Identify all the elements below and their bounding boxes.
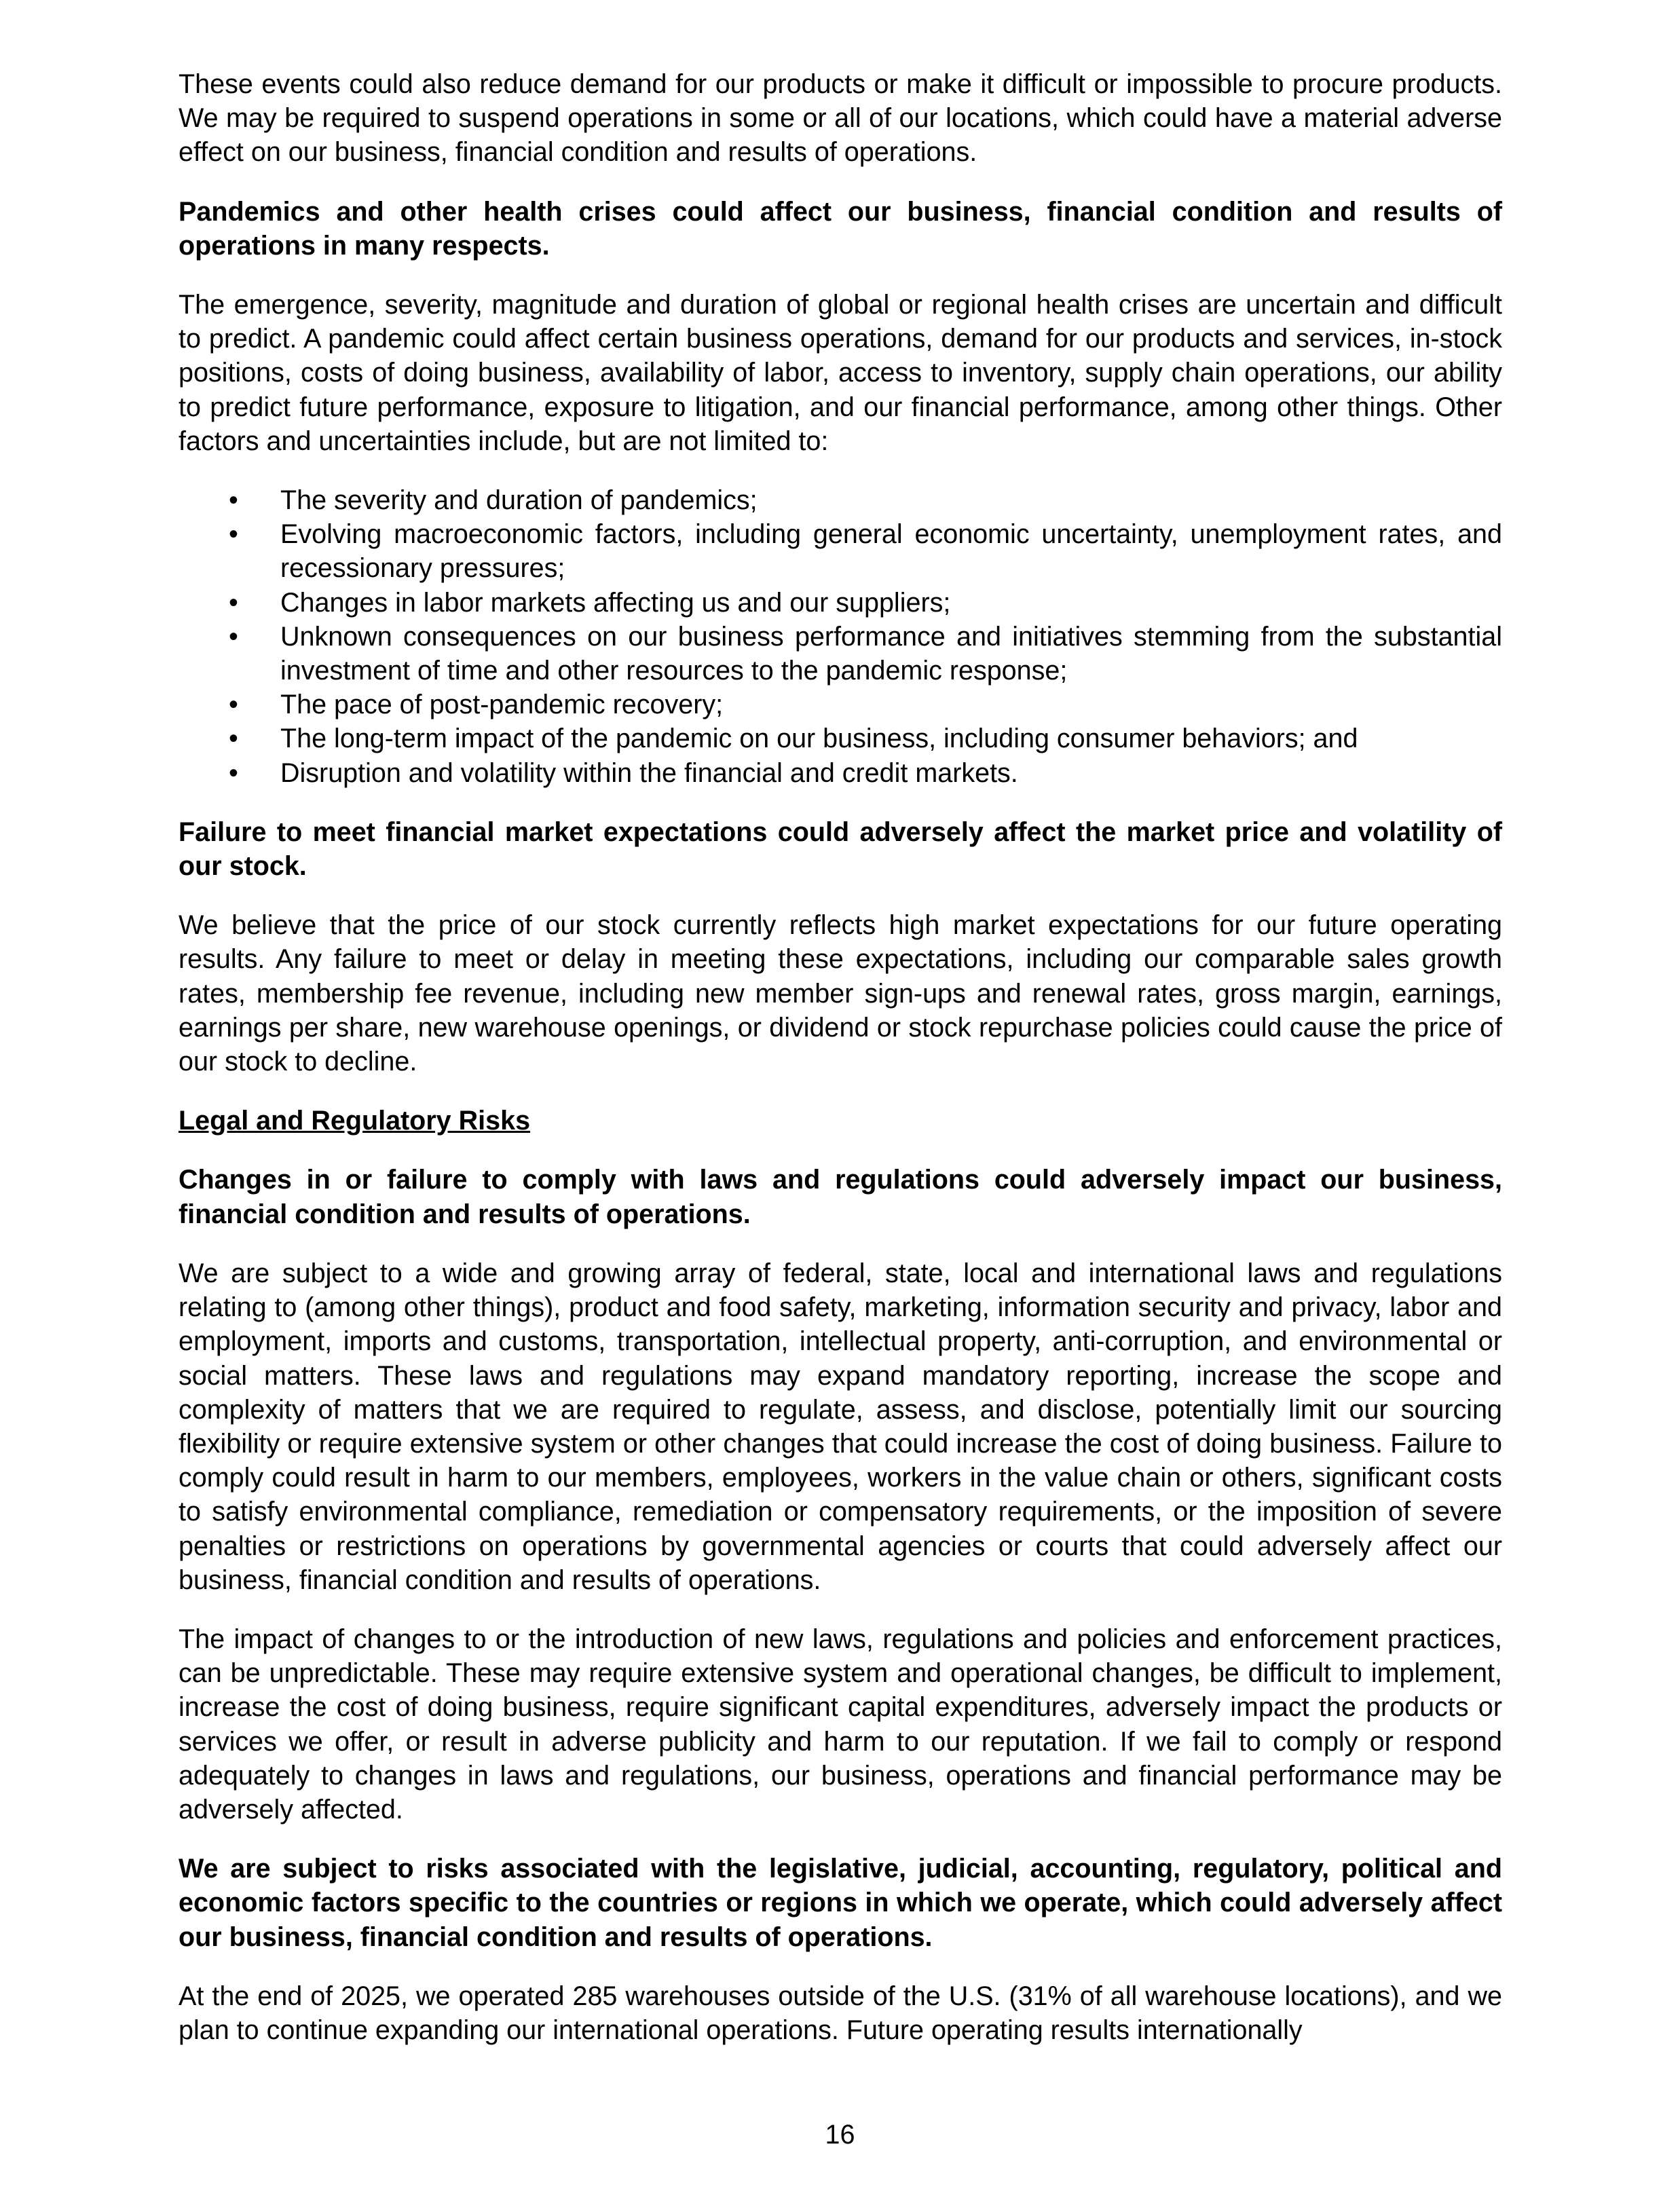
paragraph-laws-array: We are subject to a wide and growing array of federal, state, local and international laws and regulations relating to (among other things), product and food safety, marketing, information security and privacy, labor and employment, imports and customs, transportation, intellectual property, anti-corruption, and environmental or social matters. These laws and regulations may expand mandatory reporting, increase the scope and complexity of matters that we are required to regulate, assess, and disclose, potentially limit our sourcing flexibility or require extensive system or other changes that could increase the cost of doing business. Failure to comply could result in harm to our members, employees, workers in the value chain or others, significant costs to satisfy environmental compliance, remediation or compensatory requirements, or the imposition of severe penalties or restrictions on operations by governmental agencies or courts that could adversely affect our business, financial condition and results of operations. (179, 1258, 1502, 1595)
list-item-text: Changes in labor markets affecting us and our suppliers; (280, 587, 951, 618)
bullet-icon: • (229, 621, 238, 652)
paragraph-stock-price: We believe that the price of our stock currently reflects high market expectations for our future operating results. Any failure to meet or delay in meeting these expectations, including our comparable sales growth rates, membership fee revenue, including new member sign-ups and renewal rates, gross margin, earnings, earnings per share, new warehouse openings, or dividend or stock repurchase policies could cause the price of our stock to decline. (179, 910, 1502, 1077)
list-item (179, 722, 1502, 755)
paragraph-international-warehouses: At the end of 2025, we operated 285 warehouses outside of the U.S. (31% of all warehouse locations), and we plan to continue expanding our international operations. Future operating results internationally (179, 1981, 1502, 2045)
heading-pandemics: Pandemics and other health crises could affect our business, financial condition and results of operations in many respects. (179, 196, 1502, 261)
list-item-text: Disruption and volatility within the financial and credit markets. (280, 757, 1018, 788)
heading-market-expectations: Failure to meet financial market expectations could adversely affect the market price and volatility of our stock. (179, 817, 1502, 882)
bullet-icon: • (229, 690, 238, 720)
list-item-text: Unknown consequences on our business performance and initiatives stemming from the substantial investment of time and other resources to the pandemic response; (280, 621, 1502, 686)
list-item-text: Evolving macroeconomic factors, including general economic uncertainty, unemployment rates, and recessionary pressures; (280, 519, 1502, 584)
heading-international-risks: We are subject to risks associated with the legislative, judicial, accounting, regulatory, political and economic factors specific to the countries or regions in which we operate, which could adversely affect our business, financial condition and results of operations. (179, 1854, 1502, 1952)
bullet-icon: • (229, 519, 238, 550)
list-item-text: The pace of post-pandemic recovery; (280, 690, 724, 720)
pandemic-factors-list (179, 483, 1502, 790)
paragraph-laws-impact: The impact of changes to or the introduction of new laws, regulations and policies and enforcement practices, can be unpredictable. These may require extensive system and operational changes, be difficult to implement, increase the cost of doing business, require significant capital expenditures, adversely impact the products or services we offer, or result in adverse publicity and harm to our reputation. If we fail to comply or respond adequately to changes in laws and regulations, our business, operations and financial performance may be adversely affected. (179, 1624, 1502, 1825)
list-item (179, 517, 1502, 585)
bullet-icon: • (229, 724, 238, 754)
list-item (179, 688, 1502, 722)
list-item (179, 756, 1502, 790)
page-number: 16 (825, 2120, 855, 2150)
document-page (179, 67, 1502, 2047)
list-item (179, 483, 1502, 517)
bullet-icon: • (229, 757, 238, 788)
bullet-icon: • (229, 587, 238, 618)
bullet-icon: • (229, 485, 238, 516)
list-item (179, 620, 1502, 688)
list-item-text: The severity and duration of pandemics; (280, 485, 758, 516)
section-heading-legal-regulatory: Legal and Regulatory Risks (179, 1106, 531, 1136)
list-item-text: The long-term impact of the pandemic on our business, including consumer behaviors; and (280, 724, 1358, 754)
heading-laws-regulations: Changes in or failure to comply with laws and regulations could adversely impact our business, financial condition and results of operations. (179, 1165, 1502, 1229)
list-item (179, 586, 1502, 620)
paragraph-events-demand: These events could also reduce demand for our products or make it difficult or impossible to procure products. We may be required to suspend operations in some or all of our locations, which could have a material adverse effect on our business, financial condition and results of operations. (179, 69, 1502, 168)
paragraph-pandemic-effects: The emergence, severity, magnitude and duration of global or regional health crises are uncertain and difficult to predict. A pandemic could affect certain business operations, demand for our products and services, in-stock positions, costs of doing business, availability of labor, access to inventory, supply chain operations, our ability to predict future performance, exposure to litigation, and our financial performance, among other things. Other factors and uncertainties include, but are not limited to: (179, 290, 1502, 456)
